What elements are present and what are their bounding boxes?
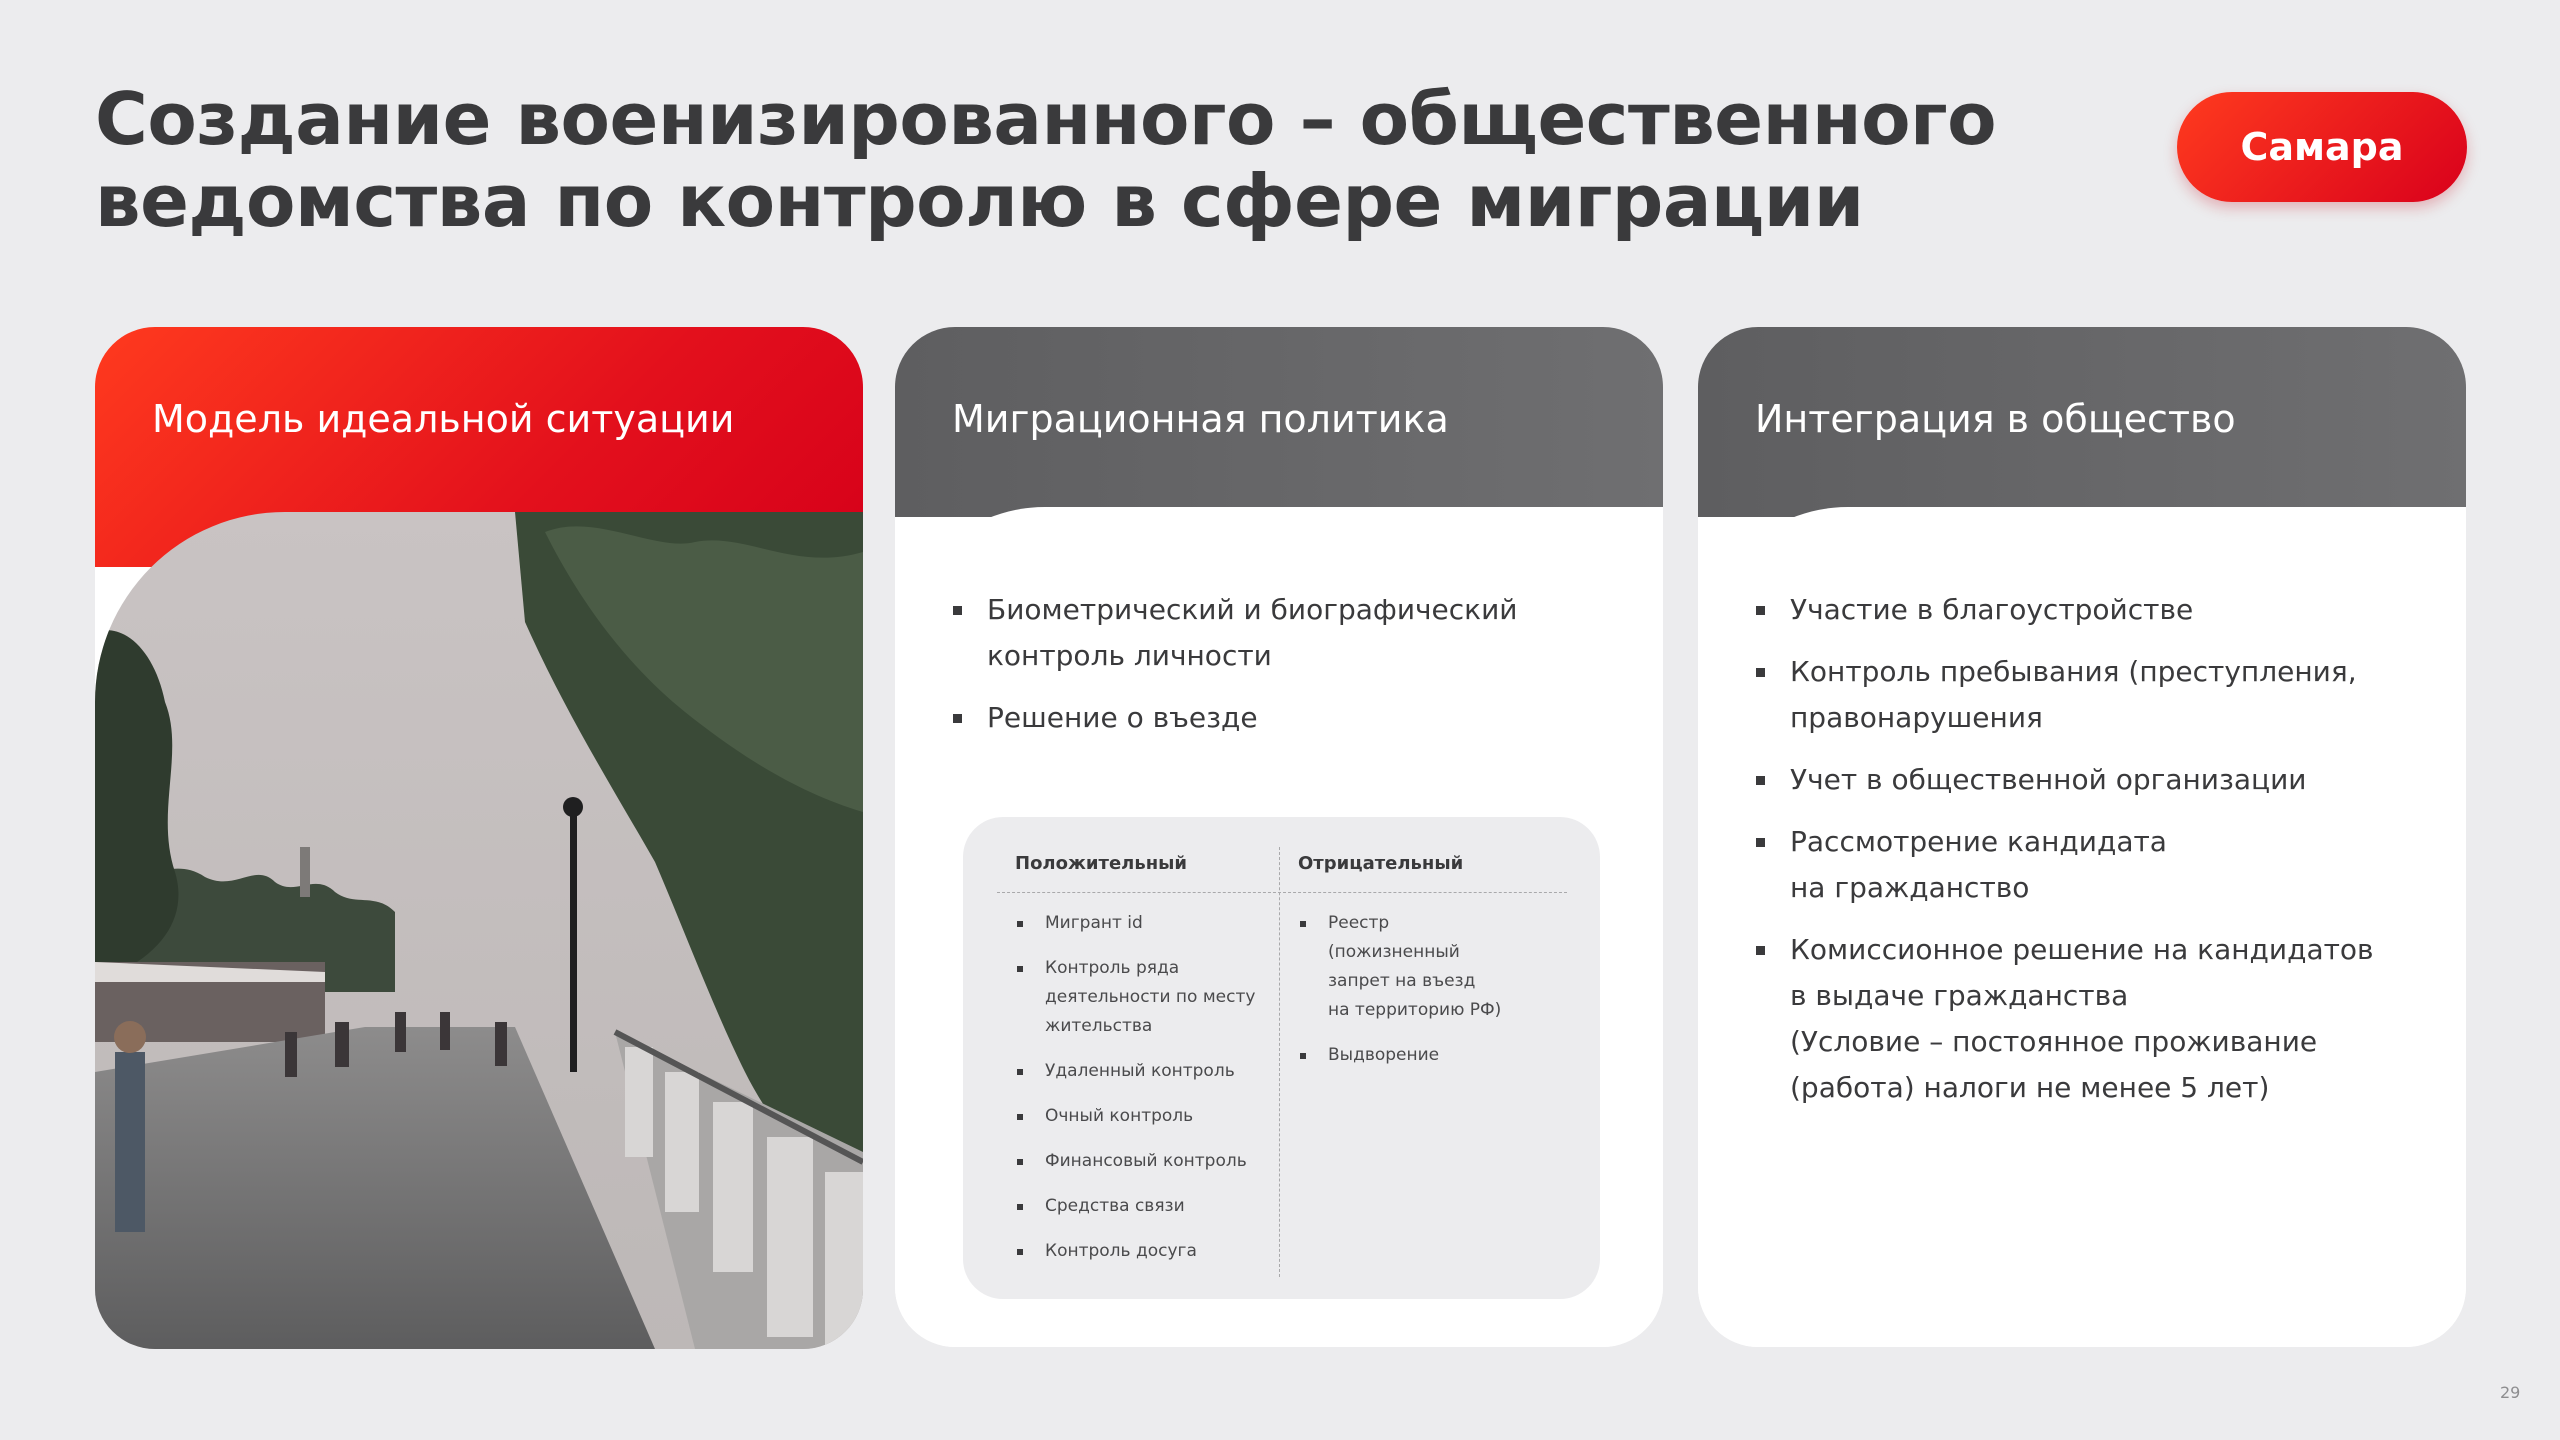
- bullet-list: [951, 587, 1631, 757]
- list-item-line: Комиссионное решение на кандидатов: [1790, 933, 2374, 966]
- card-header: [895, 327, 1663, 517]
- list-item: [951, 695, 1631, 741]
- list-item: [1015, 1102, 1305, 1131]
- list-item-line: в выдаче гражданства: [1790, 979, 2129, 1012]
- entry-decision-table: [963, 817, 1600, 1299]
- card-migration-policy: [895, 327, 1663, 1347]
- list-item-line: контроль личности: [987, 639, 1272, 672]
- positive-column: [1015, 847, 1305, 1282]
- negative-list: [1298, 909, 1558, 1070]
- list-item: [1298, 909, 1558, 1025]
- list-item: [1754, 587, 2434, 633]
- list-item-line: Контроль ряда: [1045, 958, 1180, 978]
- list-item-line: на гражданство: [1790, 871, 2030, 904]
- slide-title-line-1: Создание военизированного – общественного: [95, 77, 1997, 161]
- slide-title-line-2: ведомства по контролю в сфере миграции: [95, 159, 1864, 243]
- page-number: 29: [2500, 1383, 2521, 1402]
- card-title: Интеграция в общество: [1755, 397, 2236, 441]
- list-item-line: Средства связи: [1045, 1196, 1185, 1216]
- list-item-line: деятельности по месту: [1045, 987, 1256, 1007]
- positive-list: [1015, 909, 1305, 1266]
- positive-header: Положительный: [1015, 853, 1188, 874]
- list-item-line: правонарушения: [1790, 701, 2043, 734]
- list-item: [1754, 649, 2434, 741]
- negative-header: Отрицательный: [1298, 853, 1464, 874]
- list-item-line: Удаленный контроль: [1045, 1061, 1235, 1081]
- card-body: [1698, 507, 2466, 1347]
- list-item: [1754, 757, 2434, 803]
- list-item: [1754, 819, 2434, 911]
- list-item-line: Выдворение: [1328, 1045, 1440, 1065]
- card-title: Миграционная политика: [952, 397, 1449, 441]
- card-title: Модель идеальной ситуации: [152, 397, 735, 441]
- list-item: [1015, 1147, 1305, 1176]
- list-item: [1015, 1057, 1305, 1086]
- list-item-line: Биометрический и биографический: [987, 593, 1518, 626]
- list-item-line: Реестр: [1328, 913, 1390, 933]
- list-item-line: жительства: [1045, 1016, 1153, 1036]
- list-item-line: (Условие – постоянное проживание: [1790, 1025, 2318, 1058]
- list-item-line: Контроль пребывания (преступления,: [1790, 655, 2357, 688]
- list-item-line: Мигрант id: [1045, 913, 1143, 933]
- list-item: [1298, 1041, 1558, 1070]
- list-item-line: на территорию РФ): [1328, 1000, 1502, 1020]
- list-item-line: Учет в общественной организации: [1790, 763, 2307, 796]
- slide-title: [95, 78, 2095, 242]
- list-item-line: Участие в благоустройстве: [1790, 593, 2194, 626]
- photo-frame: [95, 512, 863, 1349]
- bullet-list: [1754, 587, 2434, 1127]
- list-item-line: запрет на въезд: [1328, 971, 1476, 991]
- embankment-photo: [95, 512, 863, 1349]
- list-item: [1015, 1192, 1305, 1221]
- card-body: [895, 507, 1663, 1347]
- card-integration: [1698, 327, 2466, 1347]
- list-item: [951, 587, 1631, 679]
- list-item: [1754, 927, 2434, 1111]
- list-item-line: (работа) налоги не менее 5 лет): [1790, 1071, 2270, 1104]
- list-item-line: (пожизненный: [1328, 942, 1460, 962]
- list-item-line: Очный контроль: [1045, 1106, 1194, 1126]
- city-badge: Самара: [2177, 92, 2467, 202]
- card-ideal-model: [95, 327, 863, 1349]
- negative-column: [1298, 847, 1558, 1086]
- list-item-line: Решение о въезде: [987, 701, 1258, 734]
- list-item-line: Контроль досуга: [1045, 1241, 1197, 1261]
- list-item-line: Рассмотрение кандидата: [1790, 825, 2167, 858]
- list-item: [1015, 909, 1305, 938]
- list-item: [1015, 1237, 1305, 1266]
- list-item-line: Финансовый контроль: [1045, 1151, 1247, 1171]
- list-item: [1015, 954, 1305, 1041]
- card-header: [1698, 327, 2466, 517]
